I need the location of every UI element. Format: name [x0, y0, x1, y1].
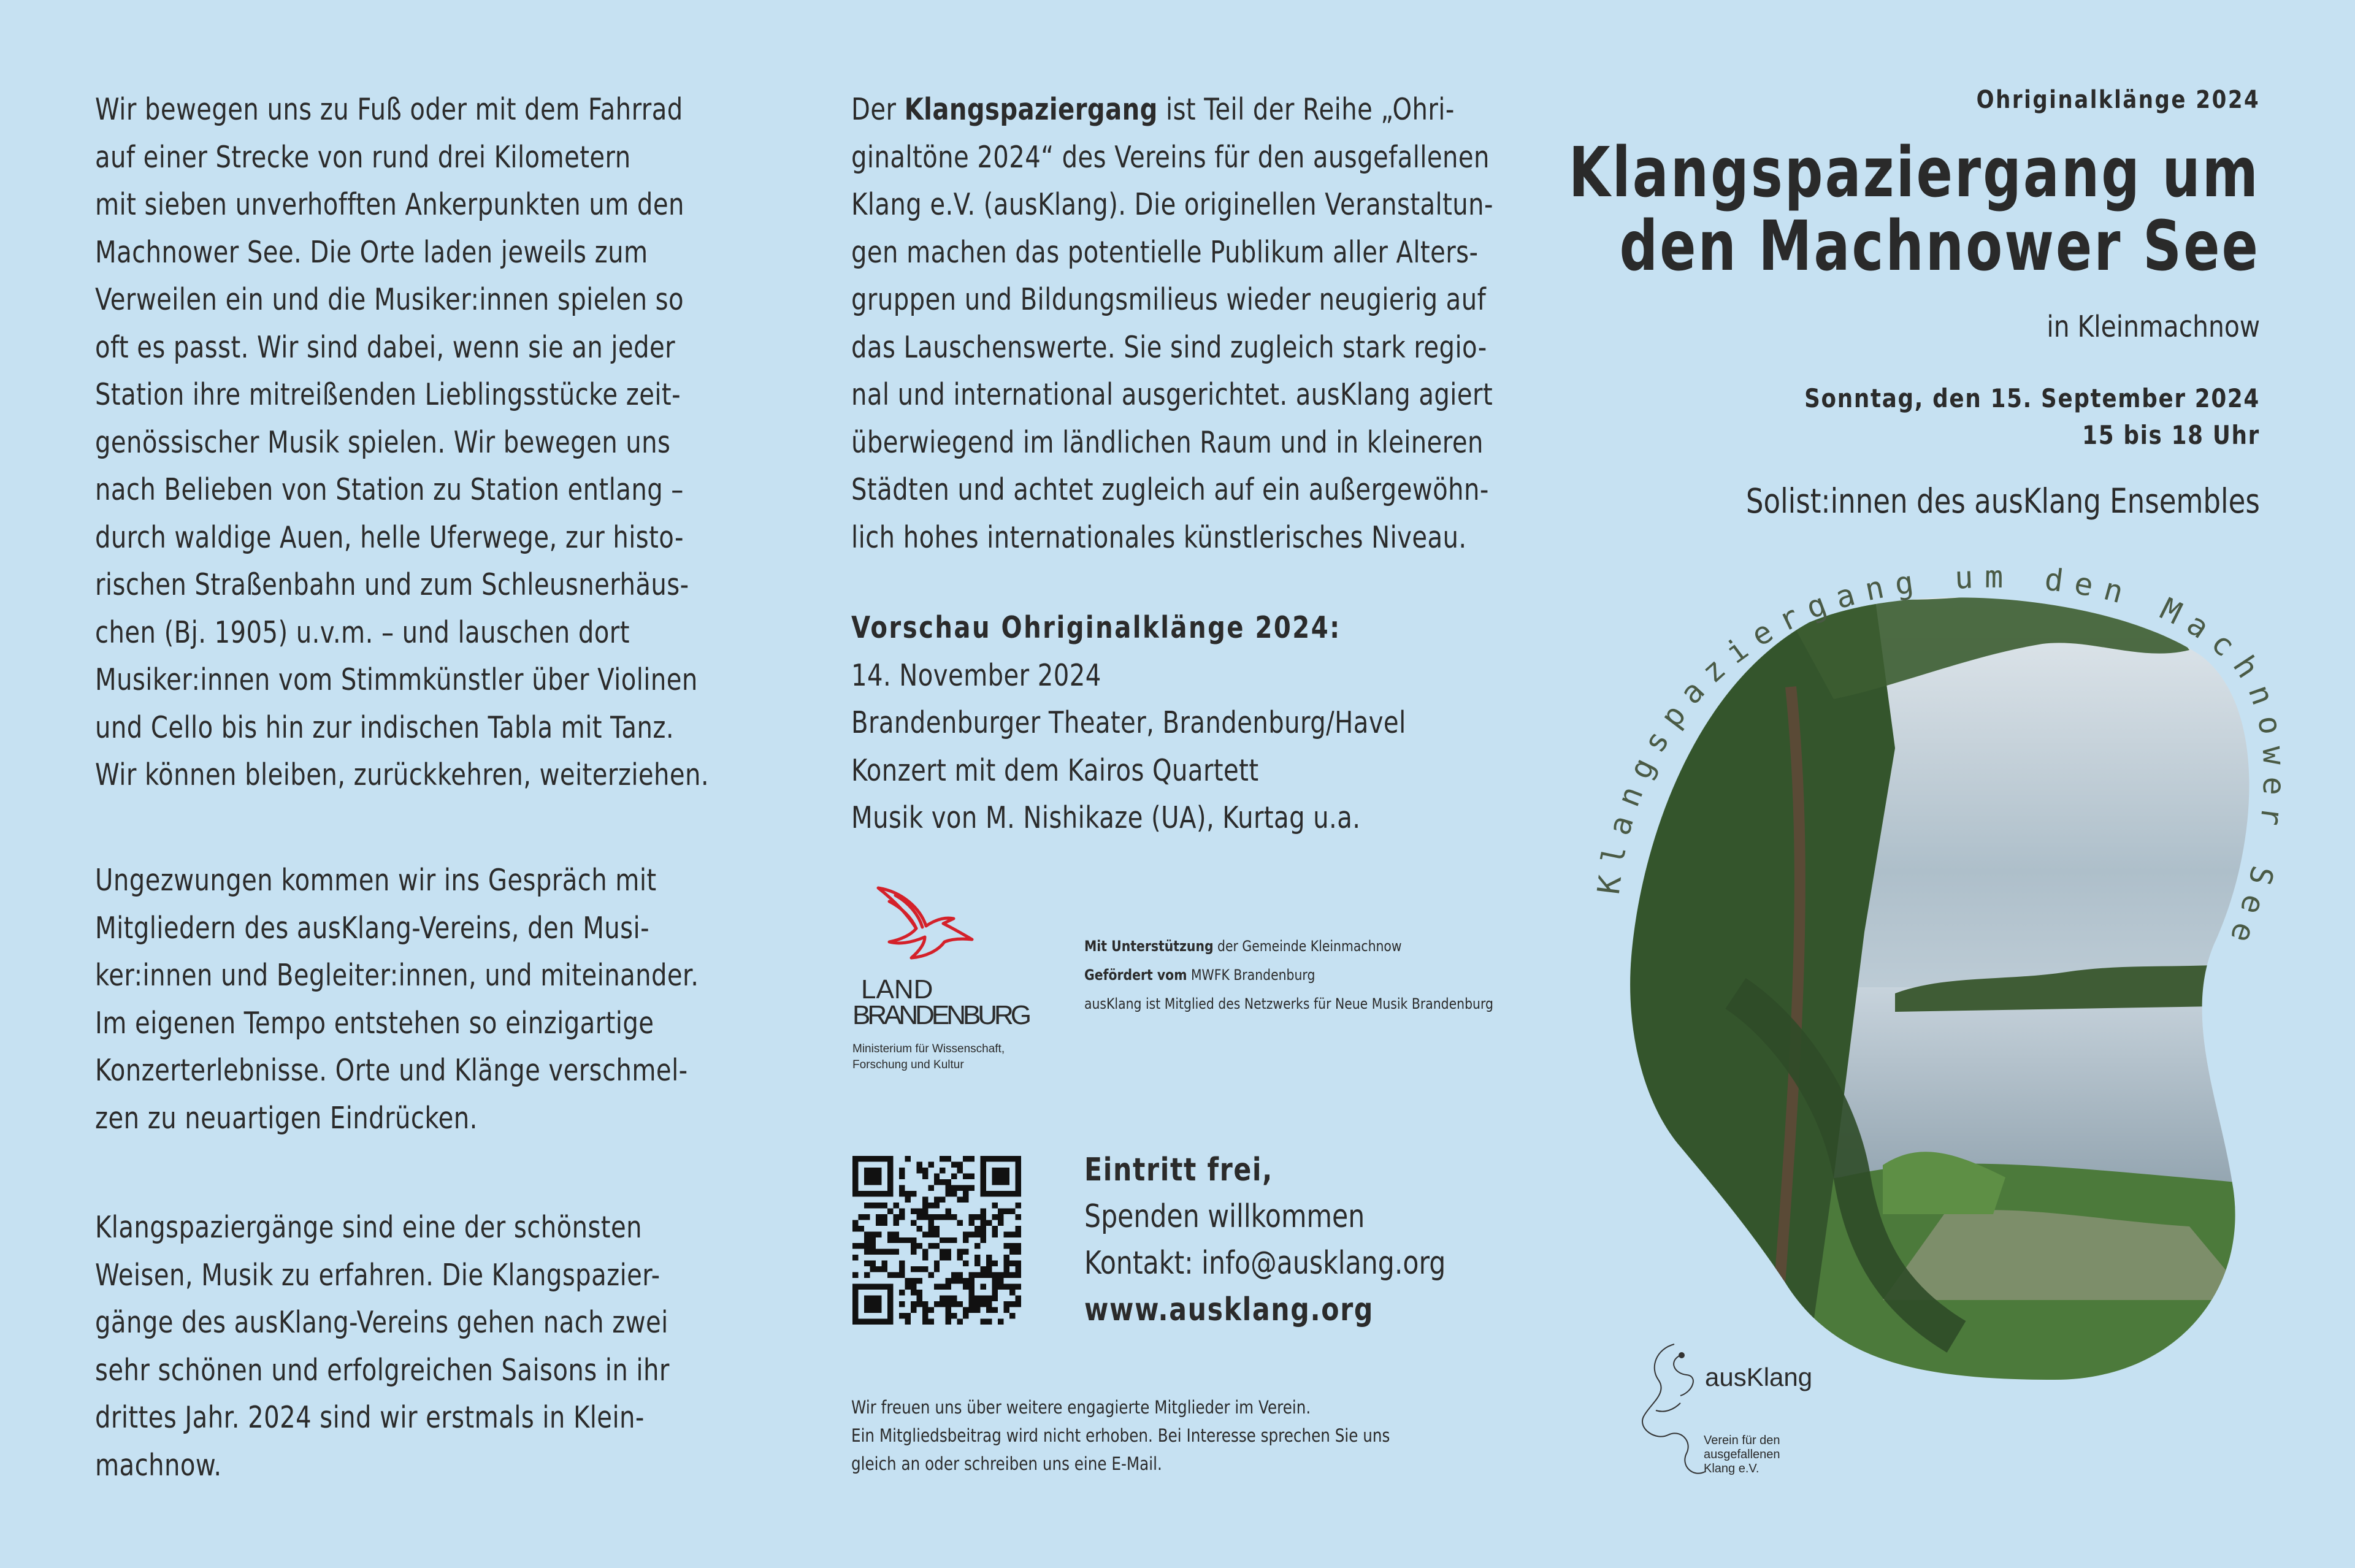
intro-rest: ist Teil der Reihe „Ohri-: [1157, 92, 1455, 127]
support-line-2: [1084, 961, 1493, 990]
membership-note: [851, 1393, 1390, 1478]
paragraph-line: auf einer Strecke von rund drei Kilometern: [95, 139, 631, 175]
paragraph-line: das Lauschenswerte. Sie sind zugleich stark regio-: [851, 329, 1487, 365]
paragraph-line: sehr schönen und erfolgreichen Saisons in ihr: [95, 1352, 670, 1388]
preview-heading: Vorschau Ohriginalklänge 2024:: [851, 610, 1341, 645]
paragraph-line: rischen Straßenbahn und zum Schleusnerhäus-: [95, 567, 689, 602]
paragraph-third-year: [95, 1204, 670, 1489]
logo-land-text: LAND: [861, 974, 933, 1004]
support-line-1: [1084, 932, 1493, 961]
event-date: Sonntag, den 15. September 2024: [1804, 383, 2260, 413]
paragraph-line: Mitgliedern des ausKlang-Vereins, den Musi-: [95, 910, 649, 946]
paragraph-walk-description: [95, 86, 709, 799]
paragraph-line: [851, 86, 1493, 134]
ausklang-logo-sub-1: Verein für den: [1704, 1434, 1780, 1447]
ausklang-logo-sub-3: Klang e.V.: [1704, 1462, 1760, 1475]
admission-text: Eintritt frei,: [1084, 1152, 1274, 1188]
lake-photo-graphic: [1576, 564, 2288, 1441]
paragraph-line: chen (Bj. 1905) u.v.m. – und lauschen dort: [95, 614, 630, 650]
membership-line: Ein Mitgliedsbeitrag wird nicht erhoben. Bei Interesse sprechen Sie uns: [851, 1425, 1390, 1446]
paragraph-line: Im eigenen Tempo entstehen so einzigartige: [95, 1005, 654, 1041]
paragraph-line: und Cello bis hin zur indischen Tabla mit Tanz.: [95, 709, 675, 745]
donations-text: Spenden willkommen: [1084, 1198, 1365, 1235]
paragraph-line: lich hohes internationales künstlerisches Niveau.: [851, 519, 1467, 555]
paragraph-line: überwiegend im ländlichen Raum und in kleineren: [851, 424, 1484, 460]
paragraph-line: mit sieben unverhofften Ankerpunkten um den: [95, 187, 684, 222]
qr-code-icon: [852, 1156, 1021, 1325]
paragraph-conversation: [95, 857, 699, 1142]
intro-prefix: Der: [851, 92, 905, 127]
paragraph-line: oft es passt. Wir sind dabei, wenn sie an jeder: [95, 329, 676, 365]
paragraph-line: durch waldige Auen, helle Uferwege, zur histo-: [95, 519, 684, 555]
paragraph-line: gänge des ausKlang-Vereins gehen nach zwei: [95, 1305, 668, 1340]
intro-bold: Klangspaziergang: [904, 92, 1158, 127]
event-datetime: [1804, 380, 2260, 454]
logo-brandenburg-text: BRANDENBURG: [852, 1000, 1032, 1030]
membership-line: Wir freuen uns über weitere engagierte Mitglieder im Verein.: [851, 1397, 1311, 1418]
paragraph-line: ginaltöne 2024“ des Vereins für den ausgefallenen: [851, 139, 1490, 175]
paragraph-line: gruppen und Bildungsmilieus wieder neugierig auf: [851, 282, 1487, 317]
preview-line: 14. November 2024: [851, 657, 1101, 693]
curved-title-text: Klangspaziergang um den Machno r See: [1590, 564, 2288, 958]
event-place: in Kleinmachnow: [2047, 310, 2260, 344]
paragraph-line: Konzerterlebnisse. Orte und Klänge verschmel-: [95, 1053, 688, 1088]
series-label: Ohriginalklänge 2024: [1976, 86, 2260, 114]
paragraph-line: zen zu neuartigen Eindrücken.: [95, 1100, 478, 1136]
paragraph-line: Klangspaziergänge sind eine der schönsten: [95, 1210, 642, 1245]
paragraph-line: Verweilen ein und die Musiker:innen spielen so: [95, 282, 684, 317]
website-link[interactable]: www.ausklang.org: [1084, 1291, 1374, 1328]
membership-line: gleich an oder schreiben uns eine E-Mail.: [851, 1453, 1162, 1474]
support-line-3: ausKlang ist Mitglied des Netzwerks für Neue Musik Brandenburg: [1084, 995, 1493, 1012]
paragraph-line: Weisen, Musik zu erfahren. Die Klangspazier-: [95, 1257, 661, 1293]
paragraph-line: machnow.: [95, 1447, 222, 1483]
title-line-1: Klangspaziergang um: [1568, 133, 2260, 213]
preview-line: Konzert mit dem Kairos Quartett: [851, 752, 1259, 788]
paragraph-line: genössischer Musik spielen. Wir bewegen uns: [95, 424, 671, 460]
preview-line: Brandenburger Theater, Brandenburg/Havel: [851, 705, 1406, 740]
support-1-rest: der Gemeinde Kleinmachnow: [1213, 938, 1402, 955]
paragraph-line: Klang e.V. (ausKlang). Die originellen Veranstaltun-: [851, 187, 1493, 222]
paragraph-line: nach Belieben von Station zu Station entlang –: [95, 472, 684, 507]
ausklang-logo-name: ausKlang: [1705, 1363, 1813, 1391]
support-2-rest: MWFK Brandenburg: [1187, 966, 1315, 984]
paragraph-line: Wir können bleiben, zurückkehren, weiterziehen.: [95, 757, 710, 792]
paragraph-line: Städten und achtet zugleich auf ein außergewöhn-: [851, 472, 1489, 507]
qr-code[interactable]: [852, 1156, 1021, 1325]
contact-email-link[interactable]: Kontakt: info@ausklang.org: [1084, 1245, 1446, 1282]
paragraph-line: Station ihre mitreißenden Lieblingsstücke zeit-: [95, 377, 681, 412]
paragraph-line: Ungezwungen kommen wir ins Gespräch mit: [95, 863, 657, 898]
brandenburg-eagle-icon: [852, 883, 1036, 1079]
title-line-2: den Machnower See: [1619, 207, 2260, 286]
paragraph-line: Wir bewegen uns zu Fuß oder mit dem Fahrrad: [95, 92, 683, 127]
support-1-bold: Mit Unterstützung: [1084, 938, 1214, 955]
paragraph-line: Musiker:innen vom Stimmkünstler über Violinen: [95, 662, 698, 697]
preview-section: [851, 604, 1406, 842]
ausklang-logo: [1631, 1337, 1840, 1484]
paragraph-line: gen machen das potentielle Publikum aller Alters-: [851, 234, 1479, 270]
event-time: 15 bis 18 Uhr: [2082, 420, 2260, 450]
land-brandenburg-logo: [852, 883, 1036, 1079]
logo-ministry-line-1: Ministerium für Wissenschaft,: [852, 1042, 1005, 1055]
paragraph-line: Machnower See. Die Orte laden jeweils zum: [95, 234, 648, 270]
paragraph-line: nal und international ausgerichtet. ausKlang agiert: [851, 377, 1493, 412]
lake-photo: [1576, 564, 2288, 1441]
paragraph-line: ker:innen und Begleiter:innen, und miteinander.: [95, 958, 699, 993]
contact-block: [1084, 1147, 1446, 1333]
preview-line: Musik von M. Nishikaze (UA), Kurtag u.a.: [851, 800, 1361, 835]
paragraph-line: drittes Jahr. 2024 sind wir erstmals in Klein-: [95, 1400, 645, 1435]
event-performers: Solist:innen des ausKlang Ensembles: [1746, 481, 2260, 521]
support-notes: [1084, 932, 1493, 1019]
paragraph-series-info: [851, 86, 1493, 561]
logo-ministry-line-2: Forschung und Kultur: [852, 1058, 964, 1071]
event-title: [1568, 133, 2260, 286]
support-2-bold: Gefördert vom: [1084, 966, 1187, 984]
ausklang-logo-sub-2: ausgefallenen: [1704, 1448, 1780, 1461]
ausklang-spiral-icon: [1631, 1337, 1840, 1484]
